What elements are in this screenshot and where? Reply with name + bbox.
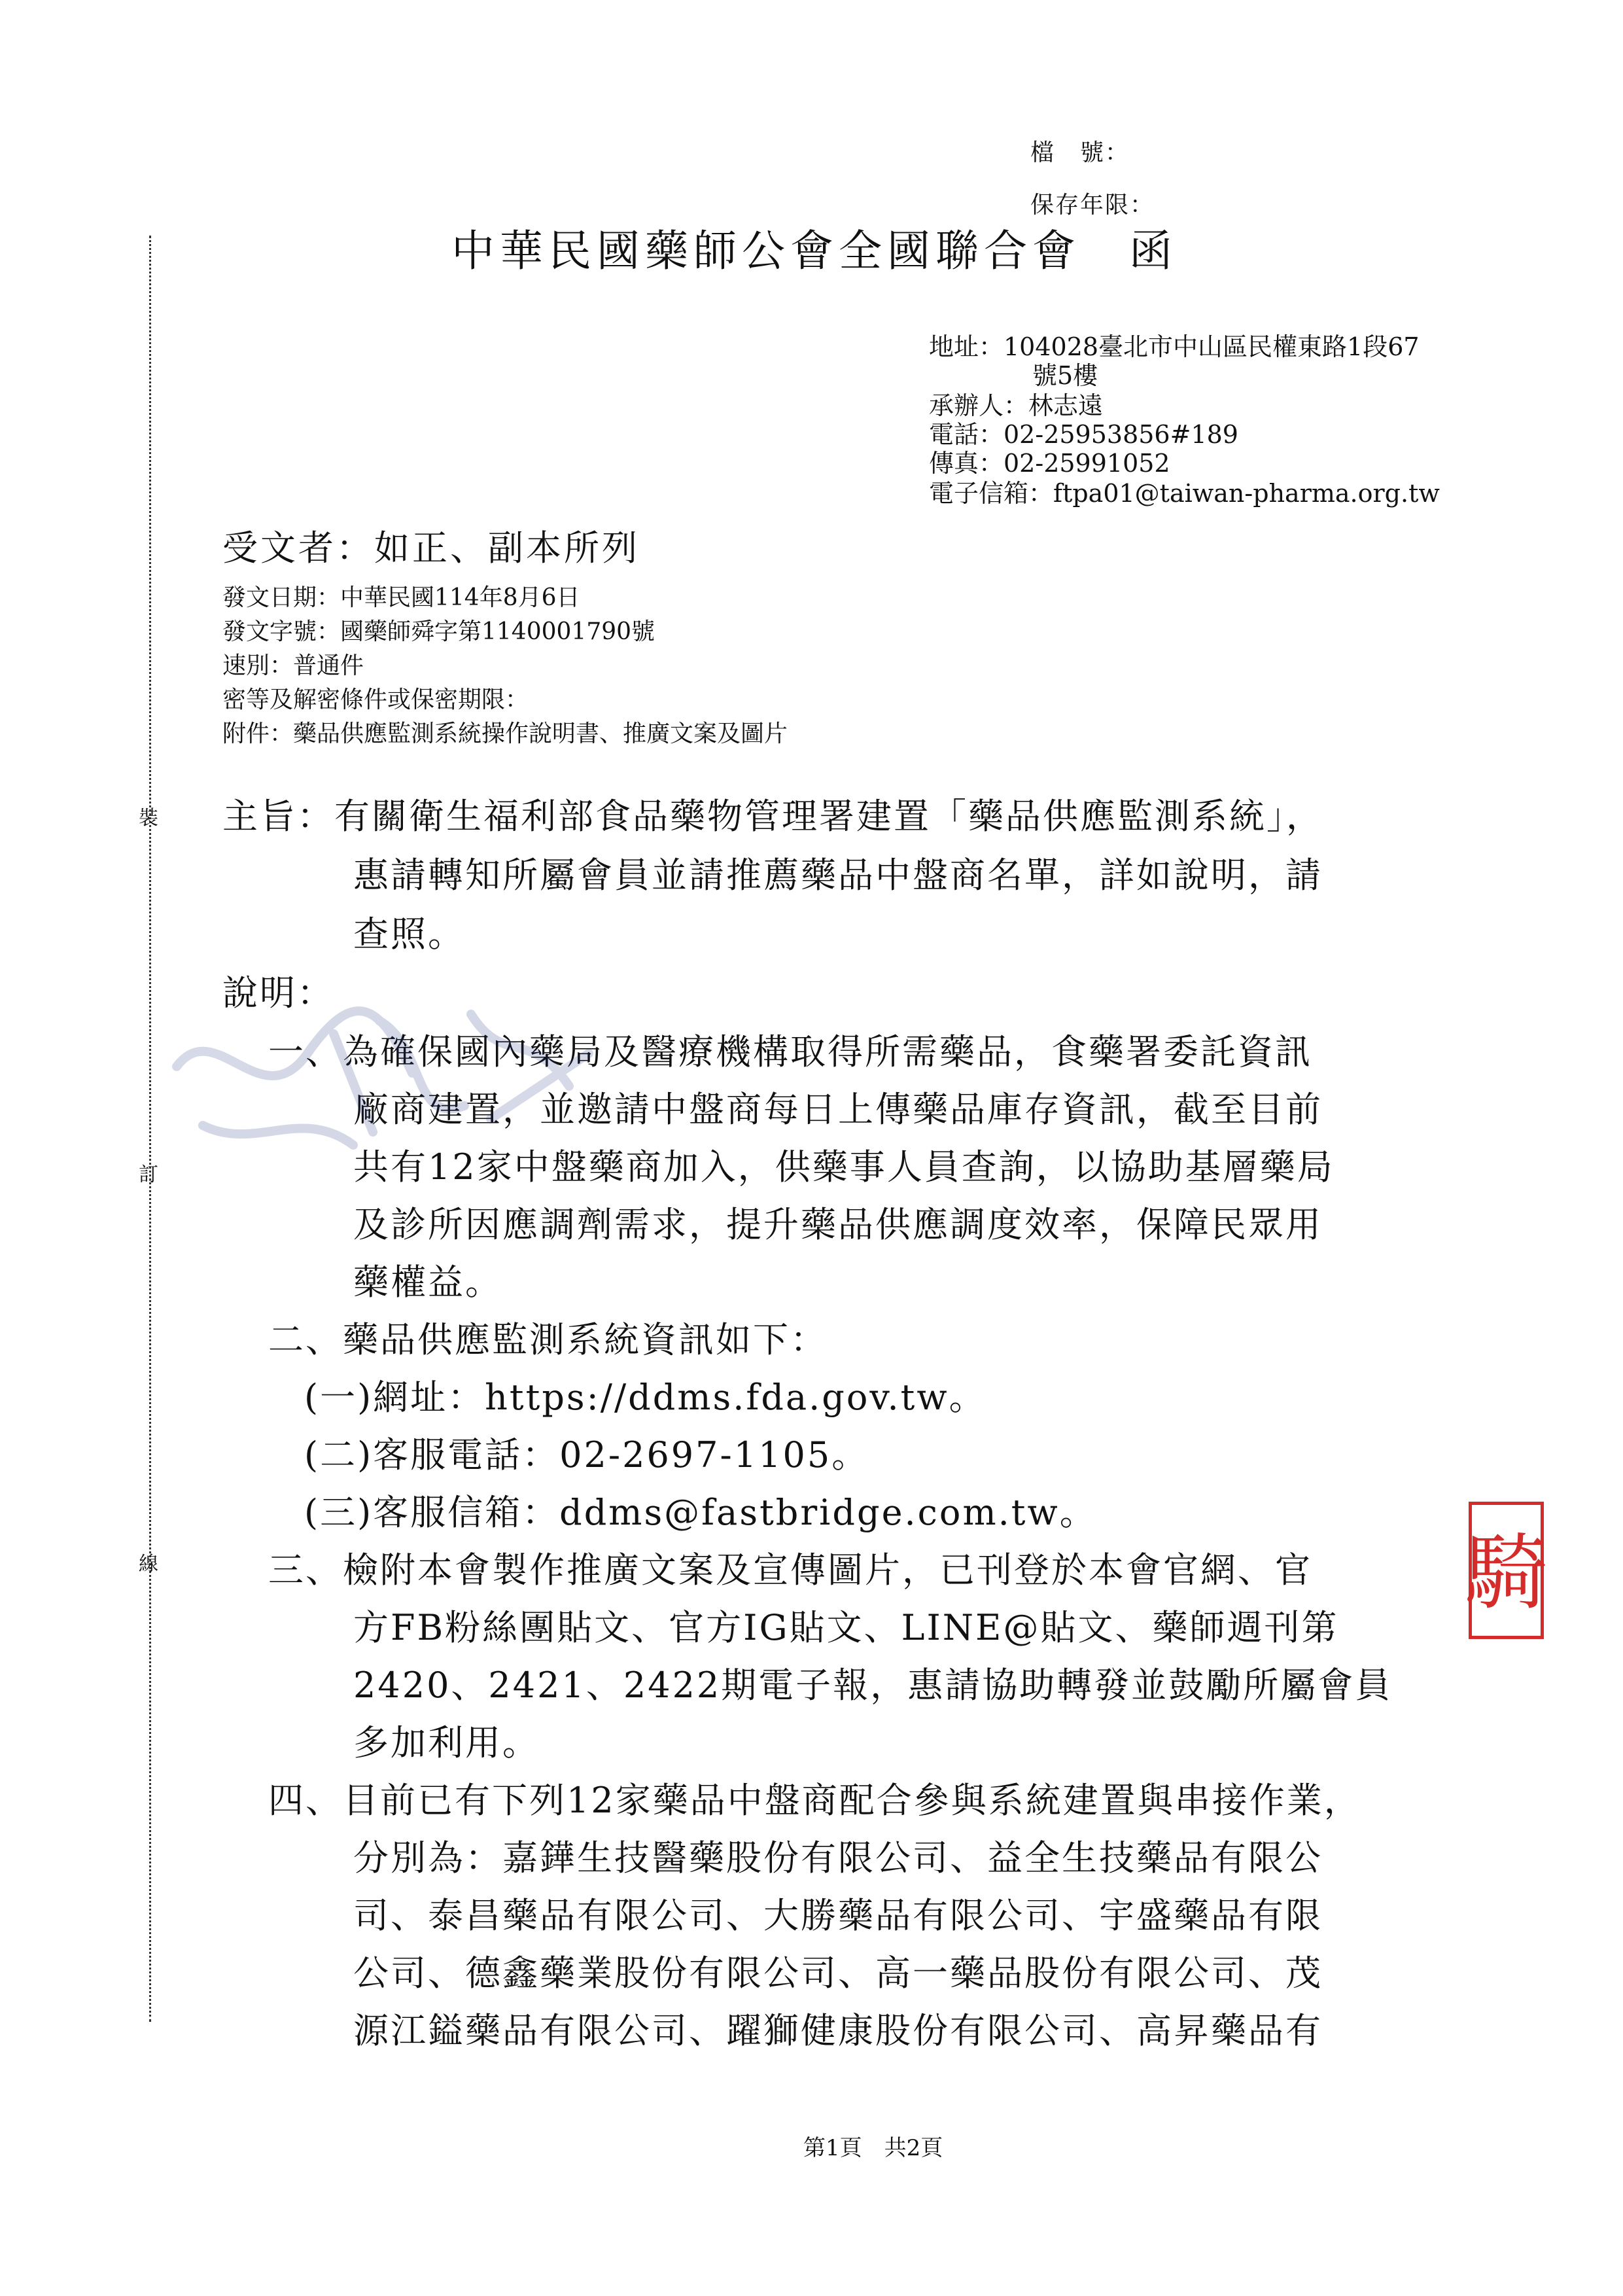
subject-line-1: 主旨：有關衛生福利部食品藥物管理署建置「藥品供應監測系統」， — [222, 796, 1323, 837]
document-number: 發文字號：國藥師舜字第1140001790號 — [222, 618, 655, 645]
item-four-line: 分別為：嘉鏵生技醫藥股份有限公司、益全生技藥品有限公 — [353, 1837, 1323, 1879]
item-three-line: 方FB粉絲團貼文、官方IG貼文、LINE@貼文、藥師週刊第 — [353, 1607, 1339, 1648]
binding-mark-ding: 訂 — [139, 1163, 158, 1186]
faint-stamp-smudge — [164, 975, 608, 1184]
item-four-line: 源江鎰藥品有限公司、躍獅健康股份有限公司、高昇藥品有 — [353, 2010, 1323, 2051]
item-two-heading: 二、藥品供應監測系統資訊如下： — [268, 1319, 828, 1360]
seal-glyph: 騎 — [1465, 1525, 1548, 1621]
item-three-line: 2420、2421、2422期電子報，惠請協助轉發並鼓勵所屬會員 — [353, 1665, 1393, 1706]
issue-date: 發文日期：中華民國114年8月6日 — [222, 584, 580, 611]
retention-period-label: 保存年限： — [1030, 192, 1155, 219]
binding-line — [149, 236, 151, 2022]
item-four-line: 公司、德鑫藥業股份有限公司、高一藥品股份有限公司、茂 — [353, 1952, 1323, 1994]
item-two-service-email: (三)客服信箱：ddms@fastbridge.com.tw。 — [304, 1492, 1097, 1533]
subject-line-3: 查照。 — [353, 913, 465, 955]
classification: 密等及解密條件或保密期限： — [222, 686, 529, 713]
attachments: 附件：藥品供應監測系統操作說明書、推廣文案及圖片 — [222, 720, 788, 747]
item-three-line: 三、檢附本會製作推廣文案及宣傳圖片，已刊登於本會官網、官 — [268, 1549, 1312, 1591]
item-two-service-phone: (二)客服電話：02-2697-1105。 — [304, 1434, 869, 1475]
page-footer: 第1頁 共2頁 — [803, 2135, 943, 2161]
explanation-label: 說明： — [222, 972, 334, 1014]
item-one-line: 廠商建置，並邀請中盤商每日上傳藥品庫存資訊，截至目前 — [353, 1089, 1323, 1130]
red-seal-stamp — [1465, 1502, 1548, 1639]
item-one-line: 一、為確保國內藥局及醫療機構取得所需藥品，食藥署委託資訊 — [268, 1031, 1312, 1072]
subject-line-2: 惠請轉知所屬會員並請推薦藥品中盤商名單，詳如說明，請 — [353, 855, 1323, 896]
contact-handler: 承辦人：林志遠 — [929, 391, 1104, 420]
item-three-line: 多加利用。 — [353, 1722, 540, 1763]
contact-fax: 傳真：02-25991052 — [929, 449, 1170, 478]
contact-address-cont: 號5樓 — [1032, 361, 1098, 390]
contact-email: 電子信箱：ftpa01@taiwan-pharma.org.tw — [929, 479, 1440, 508]
item-four-line: 司、泰昌藥品有限公司、大勝藥品有限公司、宇盛藥品有限 — [353, 1895, 1323, 1936]
binding-mark-zhuang: 裝 — [139, 807, 158, 830]
document-title: 中華民國藥師公會全國聯合會 函 — [451, 226, 1178, 276]
binding-mark-xian: 線 — [139, 1553, 158, 1576]
item-two-website: (一)網址：https://ddms.fda.gov.tw。 — [304, 1377, 986, 1418]
contact-phone: 電話：02-25953856#189 — [929, 420, 1238, 449]
contact-address: 地址：104028臺北市中山區民權東路1段67 — [929, 332, 1420, 361]
item-one-line: 共有12家中盤藥商加入，供藥事人員查詢，以協助基層藥局 — [353, 1146, 1335, 1188]
item-four-line: 四、目前已有下列12家藥品中盤商配合參與系統建置與串接作業， — [268, 1780, 1361, 1821]
item-one-line: 藥權益。 — [353, 1262, 502, 1303]
delivery-speed: 速別：普通件 — [222, 652, 364, 679]
file-number-label: 檔 號： — [1030, 139, 1130, 166]
item-one-line: 及診所因應調劑需求，提升藥品供應調度效率，保障民眾用 — [353, 1204, 1323, 1245]
recipient: 受文者：如正、副本所列 — [222, 527, 640, 569]
